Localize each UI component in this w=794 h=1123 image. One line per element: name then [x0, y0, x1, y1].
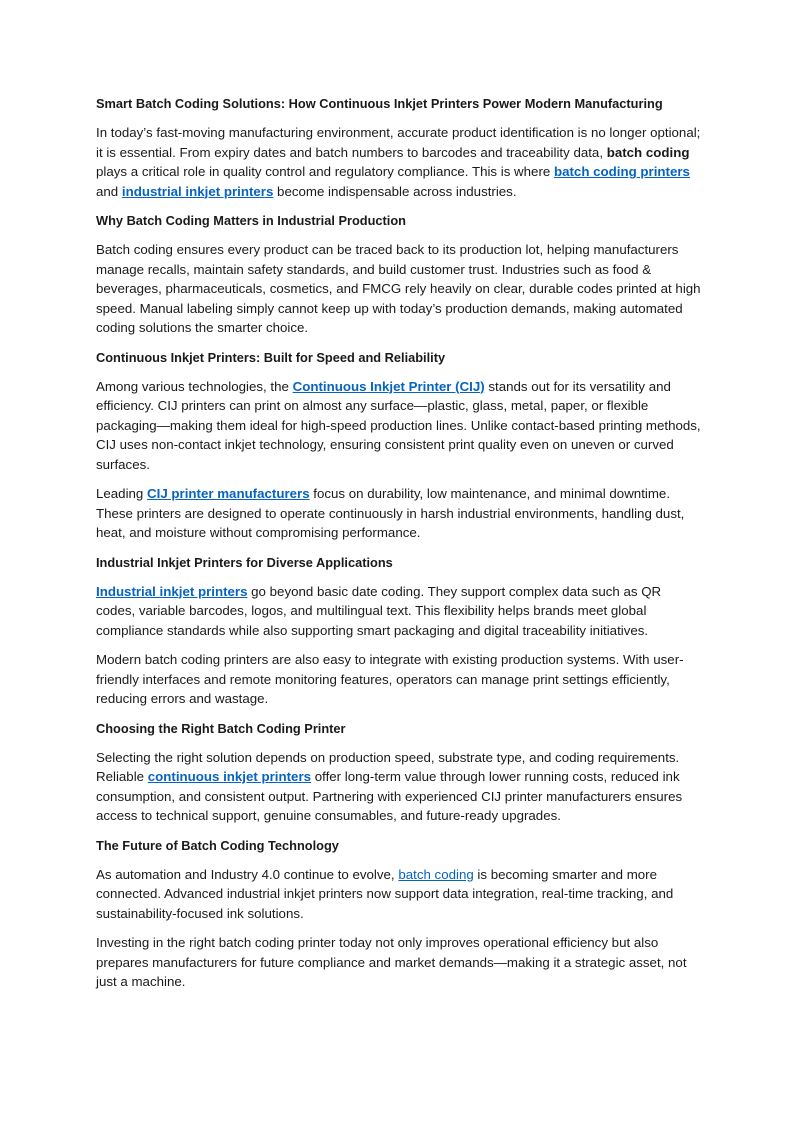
- intro-paragraph: [96, 123, 702, 201]
- intro-text: In today’s fast-moving manufacturing environment, accurate product identification is no longer optional; it is essential. From expiry dates and batch numbers to barcodes and traceability data,: [96, 125, 701, 160]
- paragraph: [96, 582, 702, 641]
- section-heading-future: The Future of Batch Coding Technology: [96, 837, 339, 853]
- paragraph: Modern batch coding printers are also easy to integrate with existing production systems. With user-friendly interfaces and remote monitoring features, operators can manage print settings efficiently, reducing errors and wastage.: [96, 652, 684, 706]
- paragraph: Batch coding ensures every product can be traced back to its production lot, helping manufacturers manage recalls, maintain safety standards, and build customer trust. Industries such as food & beverages, pharmaceuticals, cosmetics, and FMCG rely heavily on clear, durable codes printed at high speed. Manual labeling simply cannot keep up with today’s production demands, making automated coding solutions the smarter choice.: [96, 242, 701, 335]
- cij-manufacturers-link[interactable]: CIJ printer manufacturers: [147, 486, 310, 501]
- document-title: Smart Batch Coding Solutions: How Continuous Inkjet Printers Power Modern Manufacturing: [96, 96, 663, 111]
- paragraph-text: stands out for its versatility and efficiency. CIJ printers can print on almost any surface—plastic, glass, metal, paper, or flexible packaging—making them ideal for high-speed production lines. Unlike contact-based printing methods, CIJ uses non-contact inkjet technology, ensuring consistent print quality even on uneven or curved surfaces.: [96, 378, 701, 472]
- paragraph-text: is becoming smarter and more connected. Advanced industrial inkjet printers now support data integration, real-time tracking, and sustainability-focused ink solutions.: [96, 866, 674, 921]
- paragraph: [96, 484, 702, 543]
- intro-text: become indispensable across industries.: [273, 183, 517, 199]
- section-heading-industrial: Industrial Inkjet Printers for Diverse Applications: [96, 554, 393, 570]
- section-heading-cij: Continuous Inkjet Printers: Built for Speed and Reliability: [96, 349, 446, 365]
- paragraph-text: As automation and Industry 4.0 continue to evolve,: [96, 866, 399, 882]
- paragraph: [96, 865, 702, 924]
- paragraph: Investing in the right batch coding printer today not only improves operational efficiency but also prepares manufacturers for future compliance and market demands—making it a strategic asset, not just a machine.: [96, 935, 687, 989]
- intro-text: plays a critical role in quality control and regulatory compliance. This is where: [96, 164, 554, 179]
- paragraph-text: offer long-term value through lower running costs, reduced ink consumption, and consistent output. Partnering with experienced CIJ printer manufacturers ensures access to technical support, genuine consumables, and future-ready upgrades.: [96, 769, 683, 823]
- paragraph: [96, 748, 702, 826]
- section-heading-why: Why Batch Coding Matters in Industrial Production: [96, 213, 406, 228]
- paragraph-text: go beyond basic date coding. They support complex data such as QR codes, variable barcodes, logos, and multilingual text. This flexibility helps brands meet global compliance standards while also supporting smart packaging and digital traceability initiatives.: [96, 583, 662, 638]
- batch-coding-printers-link[interactable]: batch coding printers: [553, 164, 690, 179]
- section-heading-choosing: Choosing the Right Batch Coding Printer: [96, 720, 346, 736]
- intro-text: and: [96, 183, 122, 199]
- industrial-inkjet-printers-link[interactable]: industrial inkjet printers: [121, 183, 274, 199]
- cij-printer-link[interactable]: Continuous Inkjet Printer (CIJ): [292, 378, 485, 394]
- bold-batch-coding: batch coding: [606, 144, 690, 160]
- paragraph-text: Leading: [96, 486, 148, 501]
- industrial-inkjet-link[interactable]: Industrial inkjet printers: [96, 583, 248, 599]
- batch-coding-link[interactable]: batch coding: [398, 866, 474, 882]
- continuous-inkjet-printers-link[interactable]: continuous inkjet printers: [147, 769, 312, 784]
- paragraph: [96, 377, 702, 475]
- paragraph-text: focus on durability, low maintenance, and minimal downtime. These printers are designed to operate continuously in harsh industrial environments, handling dust, heat, and moisture without compromising performance.: [96, 486, 685, 540]
- paragraph-text: Among various technologies, the: [96, 378, 293, 394]
- paragraph-text: Selecting the right solution depends on production speed, substrate type, and coding requirements. Reliable: [96, 749, 680, 784]
